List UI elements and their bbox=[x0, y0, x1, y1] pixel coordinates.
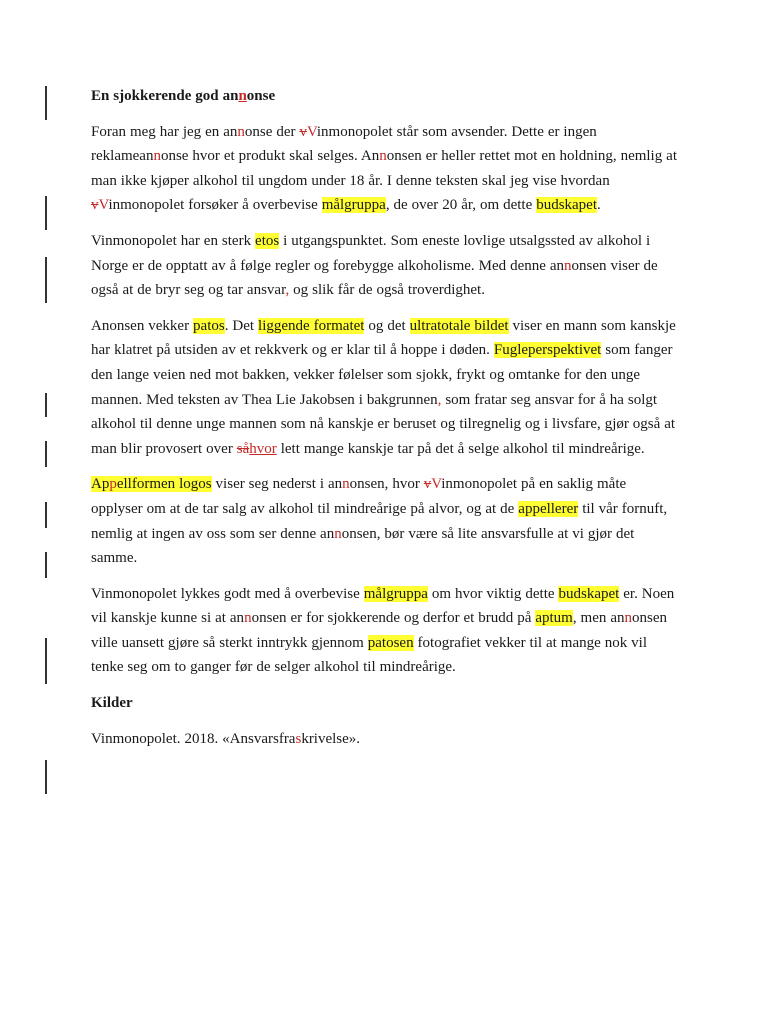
text-run: . Det bbox=[224, 317, 259, 334]
text-run: , de over 20 år, om dette bbox=[385, 197, 537, 214]
text-run: onsen er for sjokkerende og derfor et brudd på bbox=[251, 610, 536, 627]
text-run: onsen, bør være så lite ansvarsfulle at vi gjør det samme. bbox=[91, 525, 635, 567]
text-run: onsen er heller rettet mot en holdning, nemlig at man ikke kjøper alkohol til ungdom under 18 år. I denne teksten skal jeg vise hvordan bbox=[91, 148, 678, 189]
document-title bbox=[91, 84, 681, 109]
text-run: og det bbox=[364, 317, 410, 334]
deleted-text: v bbox=[299, 123, 307, 140]
text-run: viser en mann som kanskje har klatret på utsiden av et rekkverk og er klar til å hoppe i døden. bbox=[91, 317, 676, 359]
text-run: Vinmonopolet har en sterk bbox=[91, 232, 256, 249]
change-bar bbox=[45, 638, 47, 684]
inserted-correction: n bbox=[334, 525, 342, 542]
highlighted-term: målgruppa bbox=[321, 197, 386, 214]
inserted-correction: n bbox=[624, 610, 632, 627]
inserted-correction: n bbox=[153, 148, 161, 165]
change-bar bbox=[45, 552, 47, 578]
inserted-correction: hvor bbox=[249, 440, 277, 457]
text-run: inmonopolet på en saklig måte opplyser om at de tar salg av alkohol til mindreårige på alvor, og at de bbox=[91, 476, 627, 517]
inserted-correction: V bbox=[306, 123, 317, 140]
inserted-correction: s bbox=[295, 730, 302, 747]
change-bar bbox=[45, 760, 47, 794]
inserted-correction: V bbox=[98, 197, 109, 214]
text-run: Vinmonopolet. 2018. «Ansvarsfra bbox=[91, 730, 296, 747]
text-run: Anonsen vekker bbox=[91, 317, 194, 334]
highlighted-term: patos bbox=[193, 317, 225, 334]
deleted-text: v bbox=[423, 476, 432, 493]
text-run: onsen, hvor bbox=[349, 476, 424, 493]
highlighted-term: patosen bbox=[367, 634, 414, 651]
text-run: som fratar seg ansvar for å ha solgt alkohol til denne unge mannen som nå kanskje er beruset og tilregnelig og i livsfare, gjør også at man blir provosert over bbox=[91, 391, 676, 457]
text-run: lett mange kanskje tar på det å selge alkohol til mindreårige. bbox=[276, 440, 645, 457]
highlighted-term: liggende formatet bbox=[258, 317, 365, 334]
highlighted-term: ultratotale bildet bbox=[409, 317, 509, 334]
highlighted-term: p bbox=[109, 476, 117, 493]
highlighted-term: Ap bbox=[91, 476, 110, 493]
text-run: viser seg nederst i an bbox=[211, 476, 343, 493]
text-run: inmonopolet forsøker å overbevise bbox=[108, 197, 322, 214]
inserted-correction: , bbox=[285, 282, 290, 299]
inserted-correction: n bbox=[379, 148, 387, 165]
document-body bbox=[91, 84, 681, 762]
body-paragraph bbox=[91, 472, 681, 570]
inserted-correction: V bbox=[431, 476, 442, 493]
inserted-correction: , bbox=[437, 391, 442, 408]
change-bar bbox=[45, 196, 47, 230]
body-paragraph bbox=[91, 229, 681, 303]
sources-heading: Kilder bbox=[91, 695, 133, 712]
body-paragraph bbox=[91, 582, 681, 680]
text-run: onse der bbox=[244, 123, 300, 140]
inserted-correction: n bbox=[244, 610, 252, 627]
text-run: onsen ville uansett gjøre så sterkt inntrykk gjennom bbox=[91, 610, 667, 651]
change-bar bbox=[45, 86, 47, 120]
highlighted-term: appellerer bbox=[518, 500, 579, 517]
text-run: , men an bbox=[572, 610, 625, 627]
highlighted-term: aptum bbox=[535, 610, 573, 627]
text-run: onse hvor et produkt skal selges. An bbox=[160, 148, 380, 165]
highlighted-term: etos bbox=[255, 232, 280, 249]
inserted-correction: n bbox=[342, 476, 350, 493]
paragraphs bbox=[91, 120, 681, 680]
body-paragraph bbox=[91, 314, 681, 462]
title-text: En sjokkerende god an bbox=[91, 88, 239, 104]
title-correction: n bbox=[238, 88, 247, 104]
inserted-correction: n bbox=[237, 123, 245, 140]
change-bar bbox=[45, 441, 47, 467]
highlighted-term: målgruppa bbox=[363, 585, 428, 602]
highlighted-term: ellformen logos bbox=[116, 476, 212, 493]
text-run: krivelse». bbox=[301, 730, 361, 747]
highlighted-term: Fugleperspektivet bbox=[493, 342, 602, 359]
text-run: . bbox=[597, 197, 601, 214]
text-run: om hvor viktig dette bbox=[427, 585, 559, 602]
text-run: som fanger den lange veien ned mot bakken, vekker følelser som sjokk, frykt og omtanke for den unge mannen. Med teksten av Thea Lie Jakobsen i bakgrunnen bbox=[91, 342, 673, 408]
text-run: og slik får de også troverdighet. bbox=[289, 282, 485, 299]
highlighted-term: budskapet bbox=[536, 197, 598, 214]
body-paragraph bbox=[91, 120, 681, 218]
change-bar bbox=[45, 393, 47, 417]
text-run: inmonopolet står som avsender. Dette er ingen reklamean bbox=[91, 123, 597, 165]
text-run: til vår fornuft, nemlig at ingen av oss som ser denne an bbox=[91, 500, 668, 542]
inserted-correction: n bbox=[564, 257, 572, 274]
highlighted-term: budskapet bbox=[558, 585, 620, 602]
text-run: fotografiet vekker til at mange nok vil tenke seg om to ganger før de selger alkohol til mindreårige. bbox=[91, 634, 648, 676]
text-run: onsen viser de også at de bryr seg og tar ansvar bbox=[91, 257, 658, 299]
source-entry bbox=[91, 727, 681, 752]
text-run: Vinmonopolet lykkes godt med å overbevise bbox=[91, 585, 364, 602]
title-text-end: onse bbox=[246, 88, 276, 104]
deleted-text: v bbox=[91, 197, 99, 214]
change-bar bbox=[45, 502, 47, 528]
text-run: er. Noen vil kanskje kunne si at an bbox=[91, 585, 675, 627]
change-bar bbox=[45, 257, 47, 303]
text-run: i utgangspunktet. Som eneste lovlige utsalgssted av alkohol i Norge er de opptatt av å følge regler og forebygge alkoholisme. Med denne an bbox=[91, 232, 651, 274]
text-run: Foran meg har jeg en an bbox=[91, 123, 238, 140]
deleted-text: så bbox=[236, 440, 250, 457]
